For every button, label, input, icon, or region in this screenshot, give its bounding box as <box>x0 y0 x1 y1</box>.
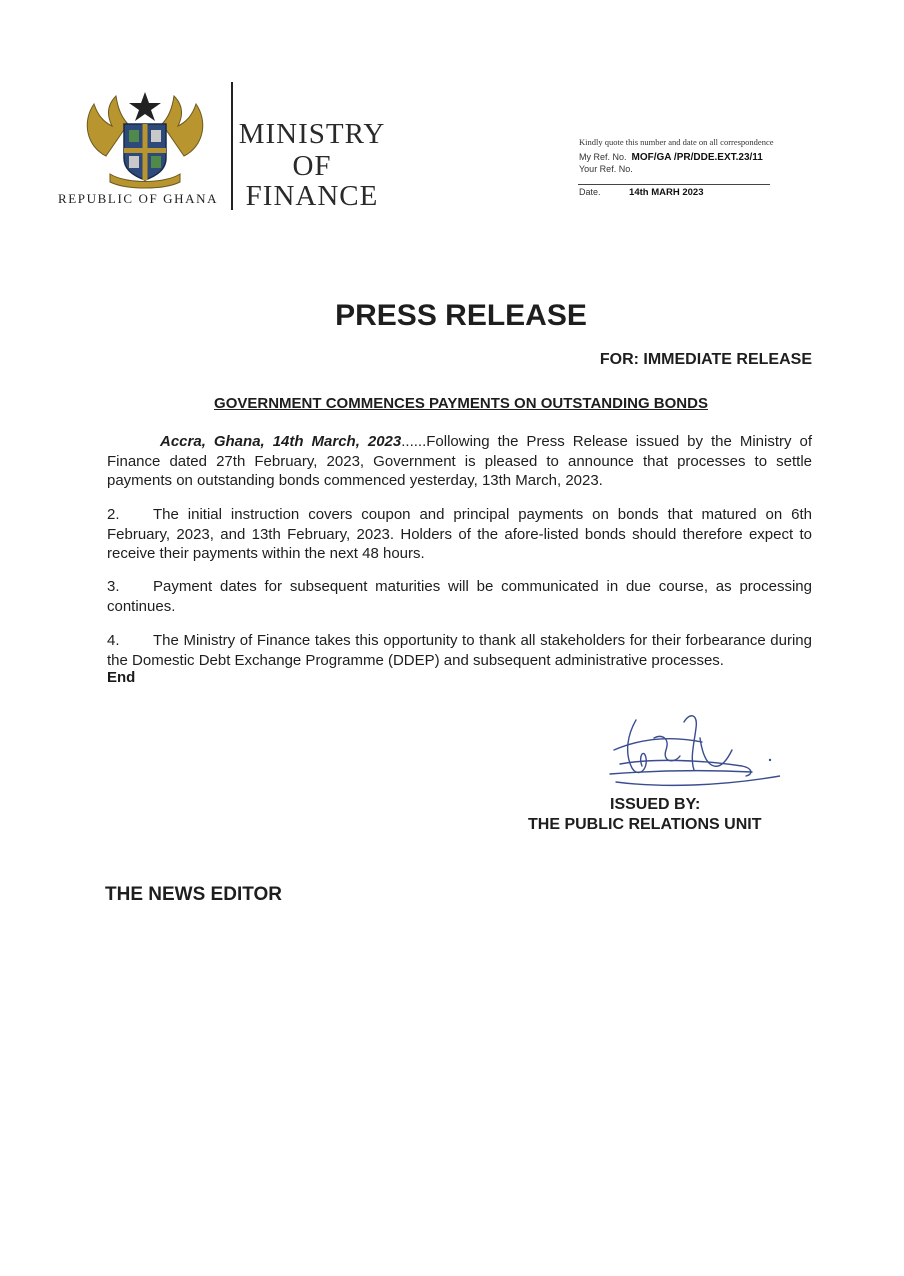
paragraph-2-text: The initial instruction covers coupon and principal payments on bonds that matured on 6th February, 2023, and 13th February, 2023. Holders of the afore-listed bonds should therefore expect to receive their payments within the next 48 hours. <box>107 506 812 562</box>
paragraph-4-text: The Ministry of Finance takes this opportunity to thank all stakeholders for their forbearance during the Domestic Debt Exchange Programme (DDEP) and subsequent administrative processes. <box>107 632 812 669</box>
ministry-title-line3: FINANCE <box>245 180 379 212</box>
headline: GOVERNMENT COMMENCES PAYMENTS ON OUTSTANDING BONDS <box>214 395 708 412</box>
date-label: Date. <box>579 187 601 197</box>
paragraph-2 <box>107 505 812 564</box>
date-line <box>579 187 703 198</box>
your-ref-label: Your Ref. No. <box>579 164 633 174</box>
release-type: FOR: IMMEDIATE RELEASE <box>599 351 812 368</box>
page-title: PRESS RELEASE <box>335 299 587 332</box>
date-value: 14th MARH 2023 <box>629 187 704 198</box>
paragraph-3-text: Payment dates for subsequent maturities will be communicated in due course, as processing continues. <box>107 578 812 615</box>
ministry-title-line2: OF <box>292 150 332 182</box>
my-ref-line <box>579 152 763 163</box>
paragraph-4 <box>107 631 812 670</box>
issued-by-label: ISSUED BY: <box>610 796 701 813</box>
paragraph-2-number: 2. <box>107 506 120 523</box>
paragraph-4-number: 4. <box>107 632 120 649</box>
my-ref-label: My Ref. No. <box>579 152 627 162</box>
coat-of-arms-icon <box>76 86 214 192</box>
paragraph-1-text: ......Following the Press Release issued by the Ministry of Finance dated 27th February, 2023, Government is pleased to announce that processes to settle payments on outstanding bonds commenced yesterday, 13th March, 2023. <box>107 433 812 489</box>
ministry-title-line1: MINISTRY <box>238 118 386 150</box>
republic-of-ghana-label: REPUBLIC OF GHANA <box>58 191 219 206</box>
issuing-unit: THE PUBLIC RELATIONS UNIT <box>528 816 762 833</box>
ref-divider <box>578 184 770 185</box>
end-marker: End <box>107 669 136 686</box>
paragraph-1-lead: Accra, Ghana, 14th March, 2023 <box>160 433 402 450</box>
my-ref-value: MOF/GA /PR/DDE.EXT.23/11 <box>631 152 763 163</box>
header-divider <box>231 82 233 210</box>
paragraph-3-number: 3. <box>107 578 120 595</box>
addressee: THE NEWS EDITOR <box>105 884 282 905</box>
paragraph-3 <box>107 577 812 616</box>
signature-icon <box>602 708 780 792</box>
paragraph-1 <box>107 432 812 491</box>
kindly-quote-note: Kindly quote this number and date on all correspondence <box>579 137 774 147</box>
